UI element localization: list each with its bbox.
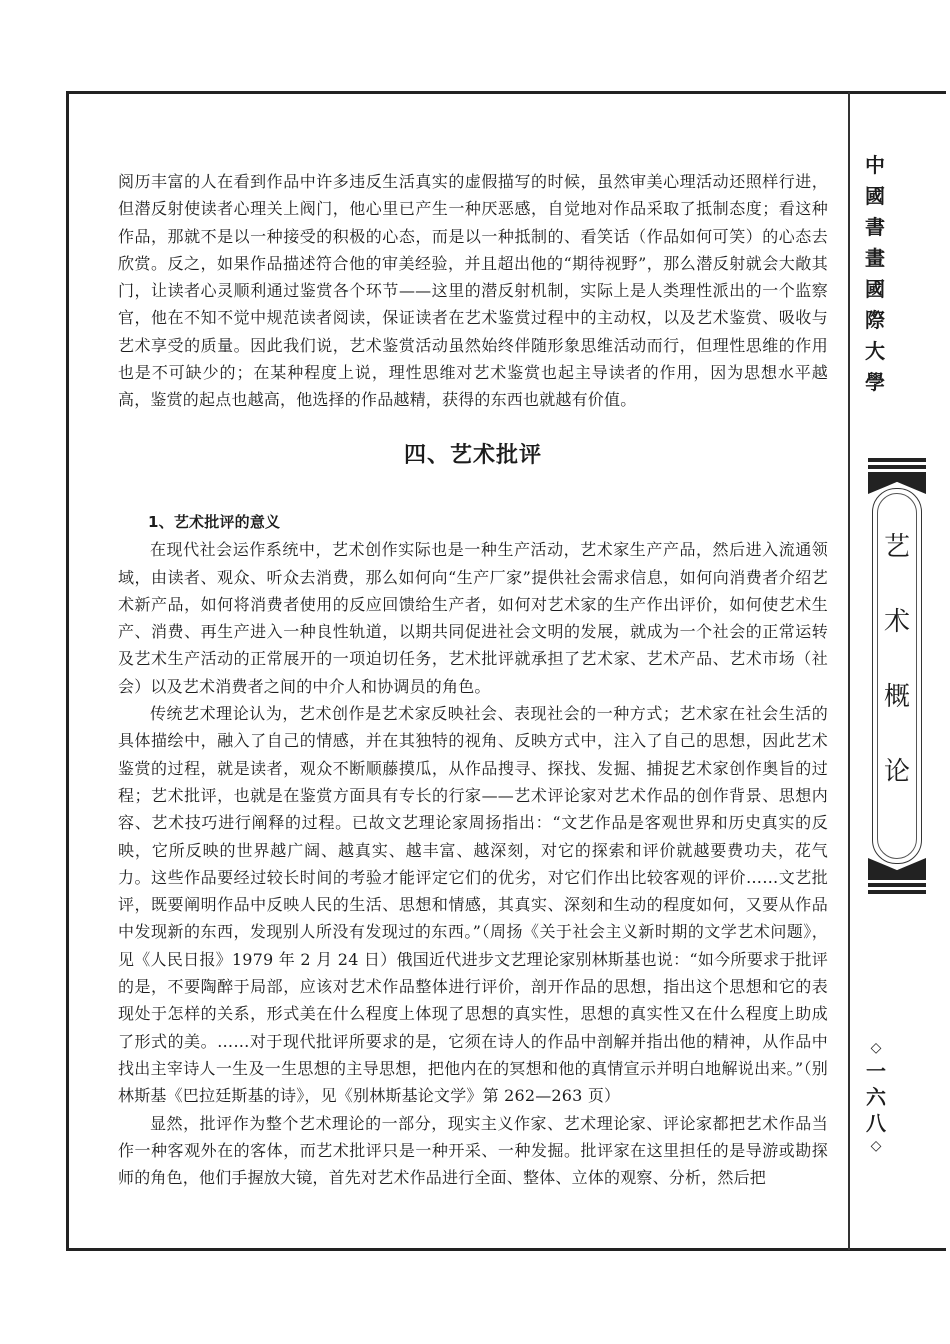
page-number-char: 一	[866, 1059, 886, 1083]
university-char: 國	[865, 184, 885, 208]
intro-paragraph: 阅历丰富的人在看到作品中许多违反生活真实的虚假描写的时候，虽然审美心理活动还照样行进，但潜反射使读者心理关上阀门，他心里已产生一种厌恶感，自觉地对作品采取了抵制态度；看这种作品，那就不是以一种接受的积极的心态，而是以一种抵制的、看笑话（作品如何可笑）的心态去欣赏。反之，如果作品描述符合他的审美经验，并且超出他的“期待视野”，那么潜反射就会大敞其门，让读者心灵顺利通过鉴赏各个环节——这里的潜反射机制，实际上是人类理性派出的一个监察官，他在不知不觉中规范读者阅读，保证读者在艺术鉴赏过程中的主动权，以及艺术鉴赏、吸收与艺术享受的质量。因此我们说，艺术鉴赏活动虽然始终伴随形象思维活动而行，但理性思维的作用也是不可缺少的；在某种程度上说，理性思维对艺术鉴赏也起主导读者的作用，因为思想水平越高，鉴赏的起点也越高，他选择的作品越精，获得的东西也就越有价值。	[118, 172, 828, 410]
diamond-icon: ◇	[870, 1040, 882, 1056]
university-char: 國	[865, 277, 885, 301]
paragraph-3: 显然，批评作为整个艺术理论的一部分，现实主义作家、艺术理论家、评论家都把艺术作品当作一种客观外在的客体，而艺术批评只是一种开采、一种发掘。批评家在这里担任的是导游或勘探师的角色，他们手握放大镜，首先对艺术作品进行全面、整体、立体的观察、分析，然后把	[118, 1113, 828, 1188]
book-title-char: 论	[883, 757, 910, 787]
panel-bottom-bar	[868, 890, 926, 894]
book-title-char: 艺	[883, 532, 910, 562]
university-char: 學	[865, 370, 885, 394]
book-title-panel	[868, 458, 926, 894]
diamond-icon: ◇	[870, 1138, 882, 1154]
paragraph-2: 传统艺术理论认为，艺术创作是艺术家反映社会、表现社会的一种方式；艺术家在社会生活的具体描绘中，融入了自己的情感，并在其独特的视角、反映方式中，注入了自己的思想，因此艺术鉴赏的过程，就是读者，观众不断顺藤摸瓜，从作品搜寻、探找、发掘、捕捉艺术家创作奥旨的过程；艺术批评，也就是在鉴赏方面具有专长的行家——艺术评论家对艺术作品的创作背景、思想内容、艺术技巧进行阐释的过程。已故文艺理论家周扬指出：“文艺作品是客观世界和历史真实的反映，它所反映的世界越广阔、越真实、越丰富、越深刻，对它的探索和评价就越要费功夫，花气力。这些作品要经过较长时间的考验才能评定它们的优劣，对它们作出比较客观的评价……文艺批评，既要阐明作品中反映人民的生活、思想和情感，其真实、深刻和生动的程度如何，又要从作品中发现新的东西，发现别人所没有发现过的东西。”（周扬《关于社会主义新时期的文学艺术问题》，见《人民日报》1979 年 2 月 24 日）俄国近代进步文艺理论家别林斯基也说：“如今所要求于批评的是，不要陶醉于局部，应该对艺术作品整体进行评价，剖开作品的思想，指出这个思想和它的表现处于怎样的关系，形式美在什么程度上体现了思想的真实性，思想的真实性又在什么程度上助成了形式的美。……对于现代批评所要求的是，它须在诗人的作品中剖解并指出他的精神，从作品中找出主宰诗人一生及一生思想的主导思想，把他内在的冥想和他的真情宣示并明白地解说出来。”（别林斯基《巴拉廷斯基的诗》，见《别林斯基论文学》第 262—263 页）	[118, 704, 828, 1106]
book-title	[868, 510, 926, 810]
university-name	[858, 150, 892, 398]
panel-top-bar	[868, 465, 926, 469]
sidebar-divider	[848, 92, 850, 1250]
main-text	[118, 168, 828, 1191]
university-char: 畫	[865, 246, 885, 270]
university-char: 書	[865, 215, 885, 239]
paragraph-1: 在现代社会运作系统中，艺术创作实际也是一种生产活动，艺术家生产产品，然后进入流通领域，由读者、观众、听众去消费，那么如何向“生产厂家”提供社会需求信息，如何向消费者介绍艺术新产品，如何将消费者使用的反应回馈给生产者，如何对艺术家的生产作出评价，如何使艺术生产、消费、再生产进入一种良性轨道，以期共同促进社会文明的发展，就成为一个社会的正常运转及艺术生产活动的正常展开的一项迫切任务，艺术批评就承担了艺术家、艺术产品、艺术市场（社会）以及艺术消费者之间的中介人和协调员的角色。	[118, 540, 828, 696]
university-char: 中	[865, 153, 885, 177]
panel-top-bar	[868, 458, 926, 462]
panel-bottom-bar	[868, 883, 926, 887]
page-number-char: 八	[866, 1111, 886, 1135]
book-title-char: 概	[883, 682, 910, 712]
university-char: 大	[865, 339, 885, 363]
sub-heading: 1、艺术批评的意义	[148, 512, 281, 531]
page-number	[862, 1038, 890, 1156]
university-char: 際	[865, 308, 885, 332]
page-number-char: 六	[866, 1085, 886, 1109]
book-title-char: 术	[883, 607, 910, 637]
section-title: 四、艺术批评	[403, 442, 542, 468]
